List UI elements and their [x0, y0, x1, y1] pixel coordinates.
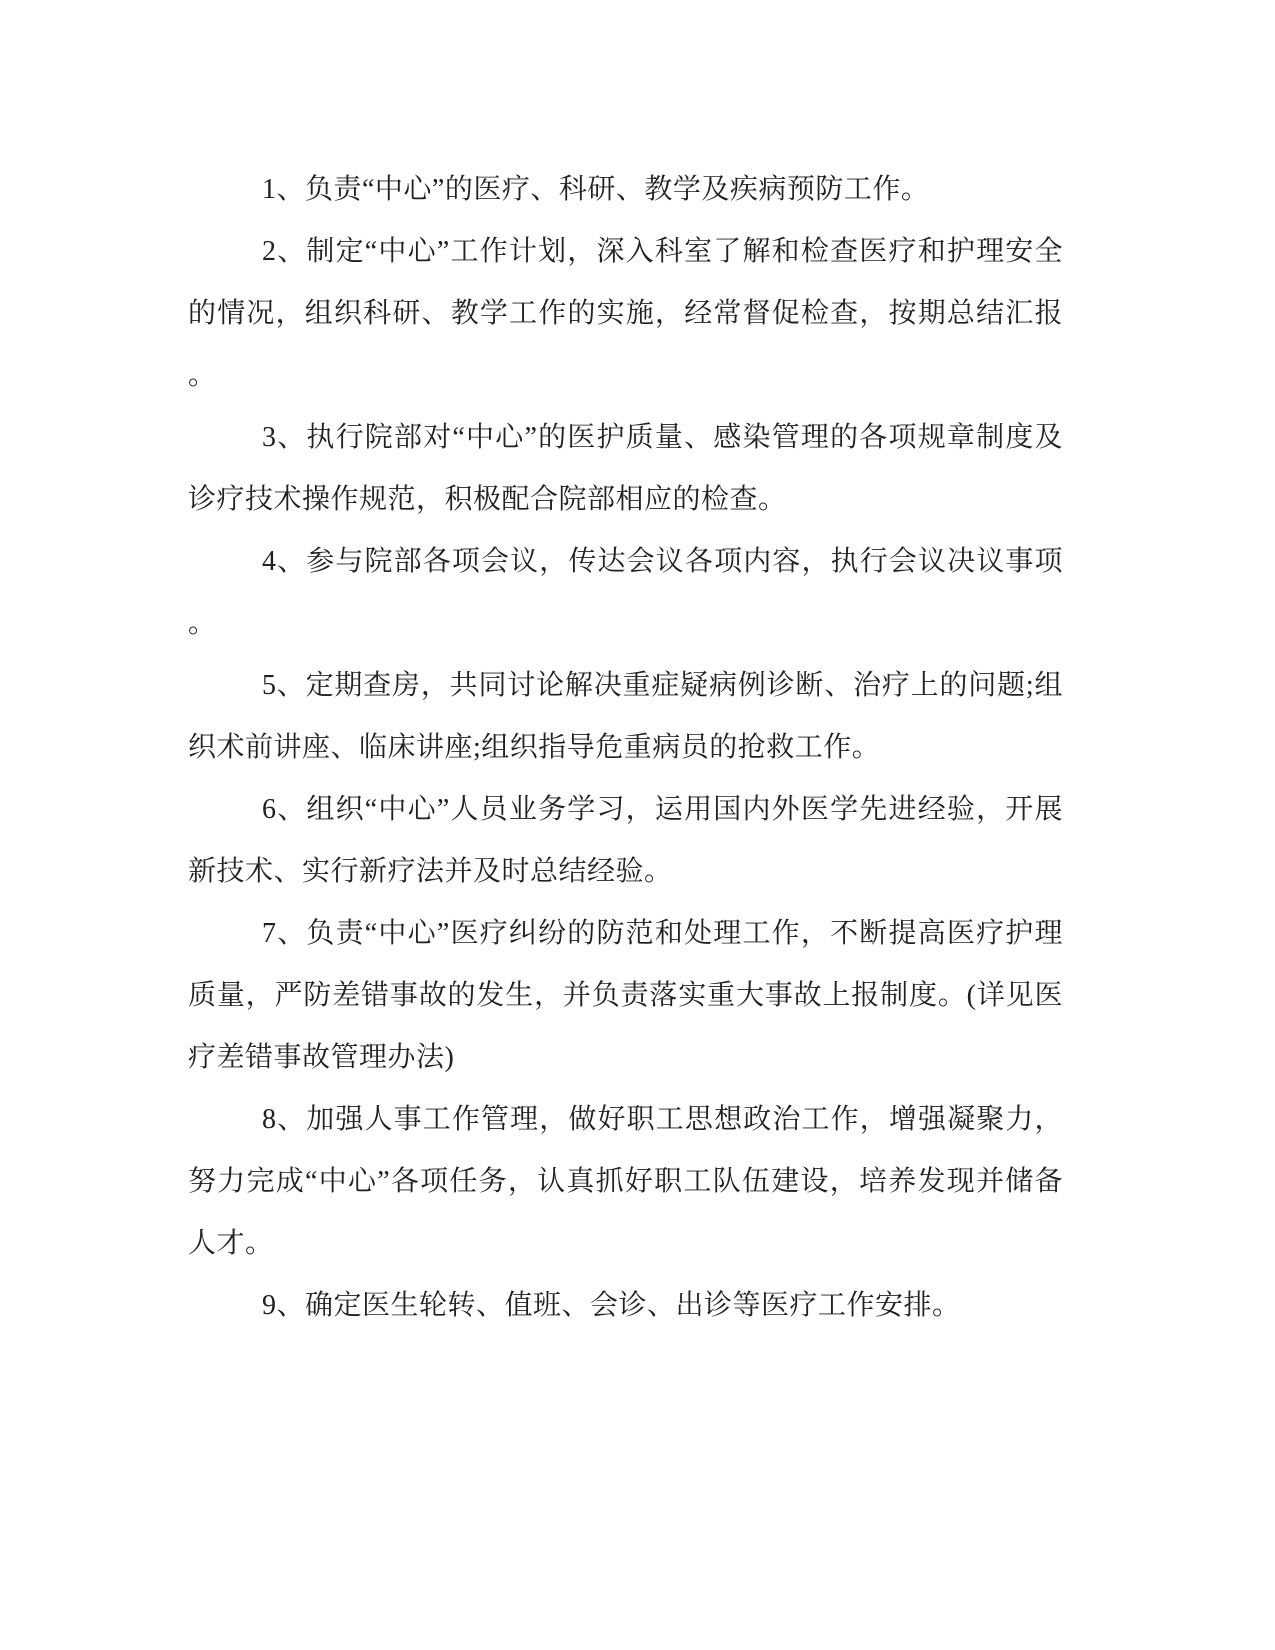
item-5-line-2: 织术前讲座、临床讲座;组织指导危重病员的抢救工作。: [188, 732, 881, 763]
item-8-line-3: 人才。: [188, 1228, 274, 1259]
item-5-line-1: 5、定期查房，共同讨论解决重症疑病例诊断、治疗上的问题;组: [262, 670, 1063, 701]
item-6-line-1: 6、组织“中心”人员业务学习，运用国内外医学先进经验，开展: [262, 794, 1063, 825]
item-1-line-1: 1、负责“中心”的医疗、科研、教学及疾病预防工作。: [262, 174, 930, 205]
item-7-line-1: 7、负责“中心”医疗纠纷的防范和处理工作，不断提高医疗护理: [262, 918, 1063, 949]
item-4-line-2: 。: [188, 608, 217, 639]
item-2-line-1: 2、制定“中心”工作计划，深入科室了解和检查医疗和护理安全: [262, 236, 1063, 267]
item-2-line-2: 的情况，组织科研、教学工作的实施，经常督促检查，按期总结汇报: [188, 298, 1063, 329]
item-6-line-2: 新技术、实行新疗法并及时总结经验。: [188, 856, 673, 887]
item-7-line-2: 质量，严防差错事故的发生，并负责落实重大事故上报制度。(详见医: [188, 980, 1063, 1011]
item-8-line-2: 努力完成“中心”各项任务，认真抓好职工队伍建设，培养发现并储备: [188, 1166, 1063, 1197]
item-9-line-1: 9、确定医生轮转、值班、会诊、出诊等医疗工作安排。: [262, 1290, 961, 1321]
item-3-line-1: 3、执行院部对“中心”的医护质量、感染管理的各项规章制度及: [262, 422, 1063, 453]
item-2-line-3: 。: [188, 360, 217, 391]
document-body: [188, 159, 1063, 1337]
item-7-line-3: 疗差错事故管理办法): [188, 1042, 455, 1073]
item-8-line-1: 8、加强人事工作管理，做好职工思想政治工作，增强凝聚力，: [262, 1104, 1063, 1135]
item-3-line-2: 诊疗技术操作规范，积极配合院部相应的检查。: [188, 484, 787, 515]
item-4-line-1: 4、参与院部各项会议，传达会议各项内容，执行会议决议事项: [262, 546, 1063, 577]
